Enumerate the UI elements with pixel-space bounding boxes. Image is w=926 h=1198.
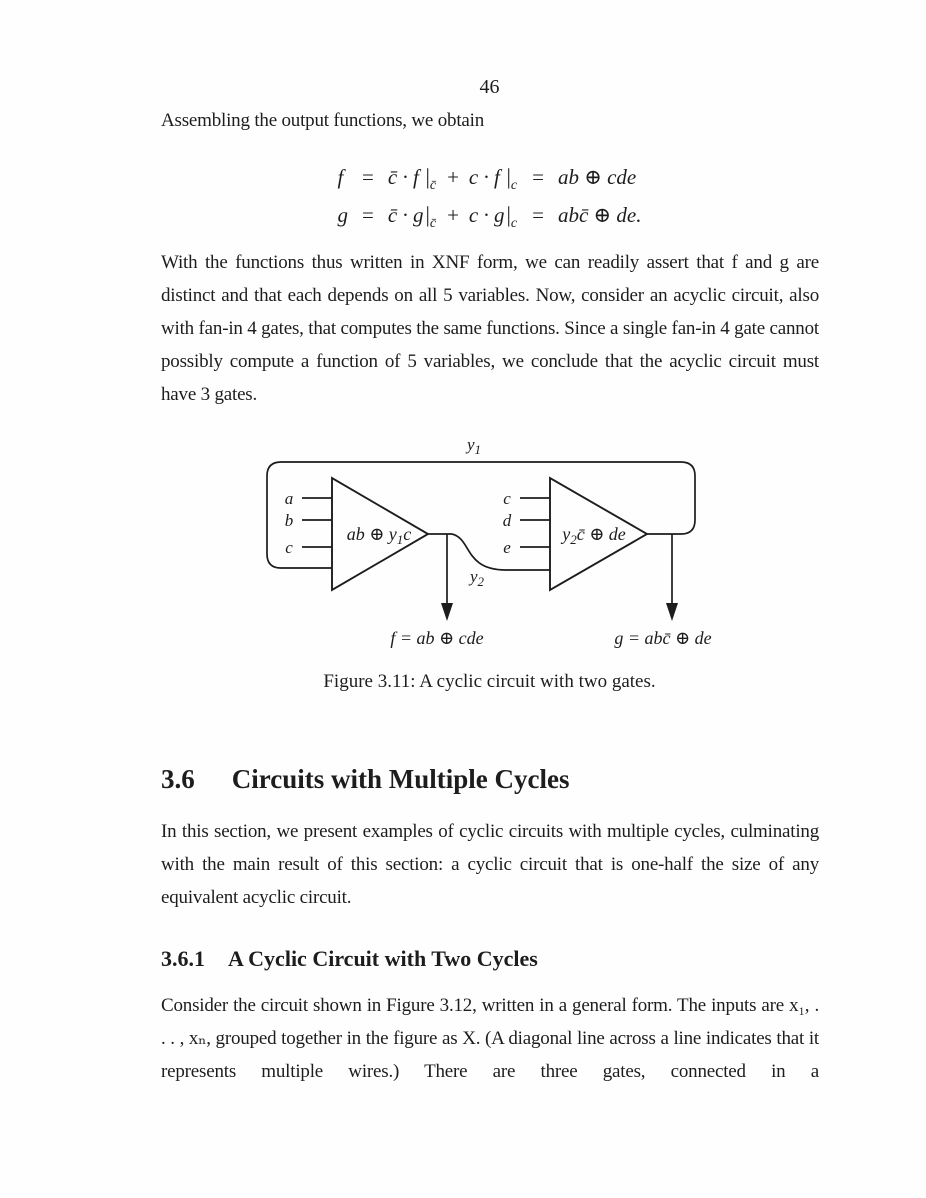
gate2-function-label: $y_2c̄$ ⊕ de xyxy=(562,524,626,547)
eq2-op: + xyxy=(447,203,459,227)
output-g-label: g = abc̄ ⊕ de xyxy=(614,628,712,648)
equation-grid xyxy=(337,164,642,231)
eq1-lhs: f xyxy=(337,165,344,189)
subsection-title: A Cyclic Circuit with Two Cycles xyxy=(228,946,538,971)
y2-wire xyxy=(452,534,550,570)
eq2-rhs: abc̄ ⊕ de. xyxy=(557,203,642,227)
paragraph-xnf-argument: With the functions thus written in XNF form, we can readily assert that f and g are distinct and that each depends on all 5 variables. Now, consider an acyclic circuit, also with fan-in 4 gates, that computes the same functions. Since a single fan-in 4 gate cannot possibly compute a function of 5 variables, we conclude that the acyclic circuit must have 3 gates. xyxy=(161,252,819,405)
feedback-wire-label: $y_1$ xyxy=(466,435,482,457)
y2-wire-label: $y_2$ xyxy=(469,567,485,589)
eq1-term1: c̄ · f xyxy=(387,165,419,189)
paragraph-figure-312-intro: Consider the circuit shown in Figure 3.12, written in a general form. The inputs are x₁, . . . , xₙ, grouped together in the figure as X. (A diagonal line across a line indicates that it represents multiple wires.) There are three gates, connected in a xyxy=(161,995,819,1082)
output-f-label: f = ab ⊕ cde xyxy=(390,628,484,648)
gate1-input-b-label: b xyxy=(284,511,294,530)
section-number: 3.6 xyxy=(161,764,195,794)
eq1-op: + xyxy=(447,165,459,189)
eq2-bar2: | xyxy=(506,202,511,227)
eq2-rel2: = xyxy=(532,203,544,227)
eq1-sub1: c̄ xyxy=(429,178,437,193)
eq1-bar2: | xyxy=(506,164,511,189)
figure-caption: Figure 3.11: A cyclic circuit with two gates. xyxy=(323,671,656,692)
figure-cyclic-circuit xyxy=(253,430,723,652)
output-g-arrowhead xyxy=(666,603,678,621)
gate2-input-d-label: d xyxy=(502,511,512,530)
paragraph-section-intro: In this section, we present examples of cyclic circuits with multiple cycles, culminating with the main result of this section: a cyclic circuit that is one-half the size of any equivalent acyclic circuit. xyxy=(161,821,819,908)
eq1-rel1: = xyxy=(362,165,374,189)
eq1-bar1: | xyxy=(425,164,430,189)
section-title: Circuits with Multiple Cycles xyxy=(231,764,570,794)
page-number: 46 xyxy=(479,76,500,98)
gate1-input-a-label: a xyxy=(284,489,294,508)
output-f-arrowhead xyxy=(441,603,453,621)
eq2-bar1: | xyxy=(425,202,430,227)
eq1-rhs: ab ⊕ cde xyxy=(557,165,637,189)
gate1-input-c-label: c xyxy=(285,538,293,557)
eq2-sub1: c̄ xyxy=(429,216,437,231)
subsection-number: 3.6.1 xyxy=(161,946,205,971)
eq2-term2: c · g xyxy=(468,203,505,227)
eq1-term2: c · f xyxy=(468,165,500,189)
gate2-input-c-label: c xyxy=(503,489,511,508)
section-heading xyxy=(161,766,569,793)
gate2-input-e-label: e xyxy=(503,538,511,557)
eq2-lhs: g xyxy=(337,203,349,227)
gate1-function-label: ab ⊕ $y_1c$ xyxy=(346,524,412,547)
eq1-rel2: = xyxy=(532,165,544,189)
eq2-term1: c̄ · g xyxy=(387,203,424,227)
subsection-heading xyxy=(161,948,538,970)
eq1-sub2: c xyxy=(510,178,518,193)
eq2-rel1: = xyxy=(362,203,374,227)
equation-block xyxy=(161,164,818,231)
eq2-sub2: c xyxy=(510,216,518,231)
lead-sentence: Assembling the output functions, we obtain xyxy=(161,110,485,131)
